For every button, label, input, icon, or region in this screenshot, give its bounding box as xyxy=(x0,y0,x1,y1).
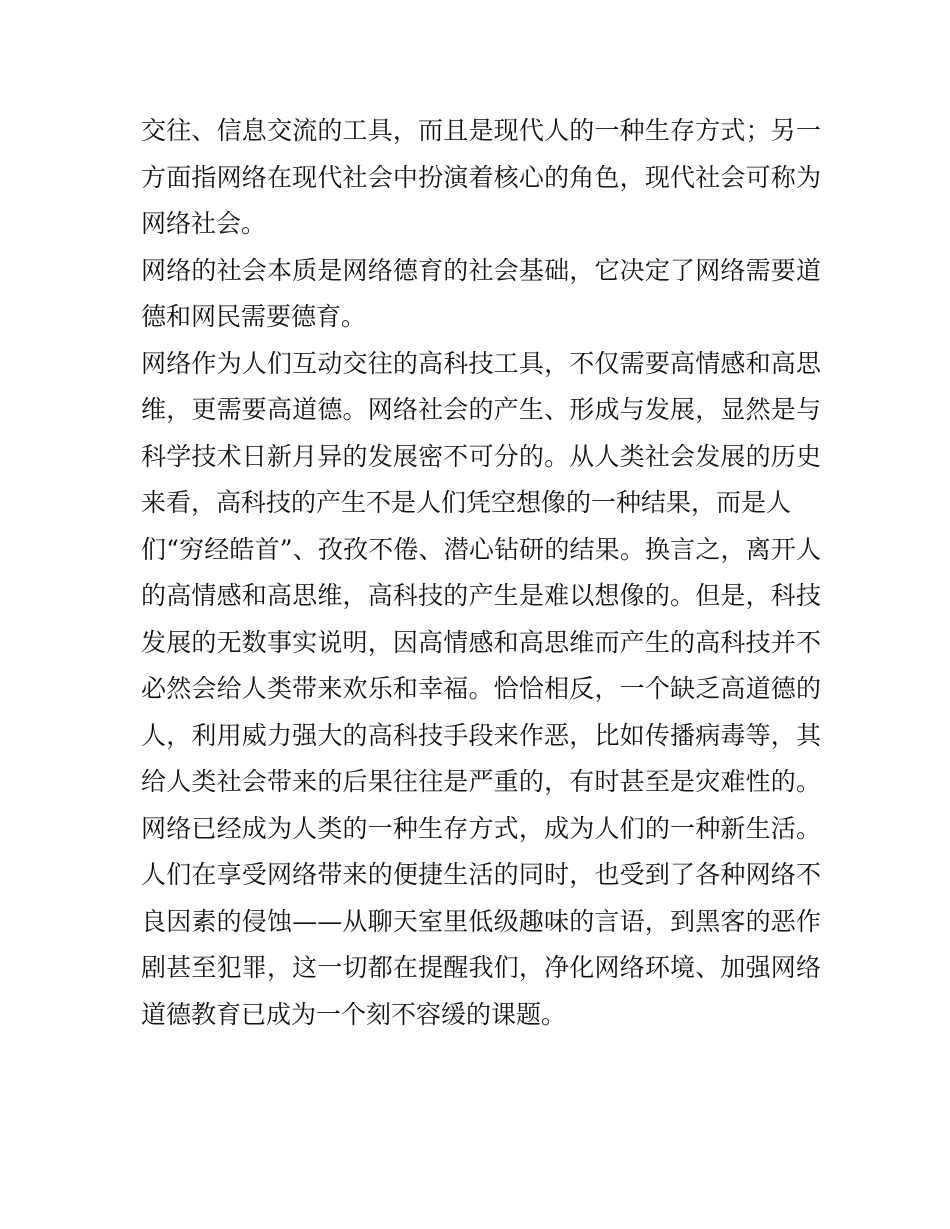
text-line: 网络的社会本质是网络德育的社会基础，它决定了网络需要道 xyxy=(141,255,821,285)
text-line: 人，利用威力强大的高科技手段来作恶，比如传播病毒等，其 xyxy=(141,720,821,750)
text-line: 的高情感和高思维，高科技的产生是难以想像的。但是，科技 xyxy=(141,581,821,610)
text-line: 发展的无数事实说明，因高情感和高思维而产生的高科技并不 xyxy=(141,627,821,657)
text-line: 科学技术日新月异的发展密不可分的。从人类社会发展的历史 xyxy=(141,441,821,471)
text-line: 良因素的侵蚀——从聊天室里低级趣味的言语，到黑客的恶作 xyxy=(141,906,821,936)
document-body xyxy=(141,108,821,1038)
text-line: 必然会给人类带来欢乐和幸福。恰恰相反，一个缺乏高道德的 xyxy=(141,674,821,703)
text-line: 道德教育已成为一个刻不容缓的课题。 xyxy=(141,999,567,1029)
text-line: 交往、信息交流的工具，而且是现代人的一种生存方式；另一 xyxy=(141,116,821,145)
text-line: 网络社会。 xyxy=(141,209,267,238)
text-line: 来看，高科技的产生不是人们凭空想像的一种结果，而是人 xyxy=(141,488,792,517)
text-line: 维，更需要高道德。网络社会的产生、形成与发展，显然是与 xyxy=(141,395,821,424)
text-line: 人们在享受网络带来的便捷生活的同时，也受到了各种网络不 xyxy=(141,860,821,889)
text-line: 德和网民需要德育。 xyxy=(141,302,367,331)
text-line: 网络已经成为人类的一种生存方式，成为人们的一种新生活。 xyxy=(141,813,821,843)
text-line: 网络作为人们互动交往的高科技工具，不仅需要高情感和高思 xyxy=(141,348,821,378)
text-line: 给人类社会带来的后果往往是严重的，有时甚至是灾难性的。 xyxy=(141,767,821,796)
text-line: 剧甚至犯罪，这一切都在提醒我们，净化网络环境、加强网络 xyxy=(141,953,821,982)
text-line: 方面指网络在现代社会中扮演着核心的角色，现代社会可称为 xyxy=(141,162,821,192)
text-line: 们“穷经皓首”、孜孜不倦、潜心钻研的结果。换言之，离开人 xyxy=(141,534,821,564)
